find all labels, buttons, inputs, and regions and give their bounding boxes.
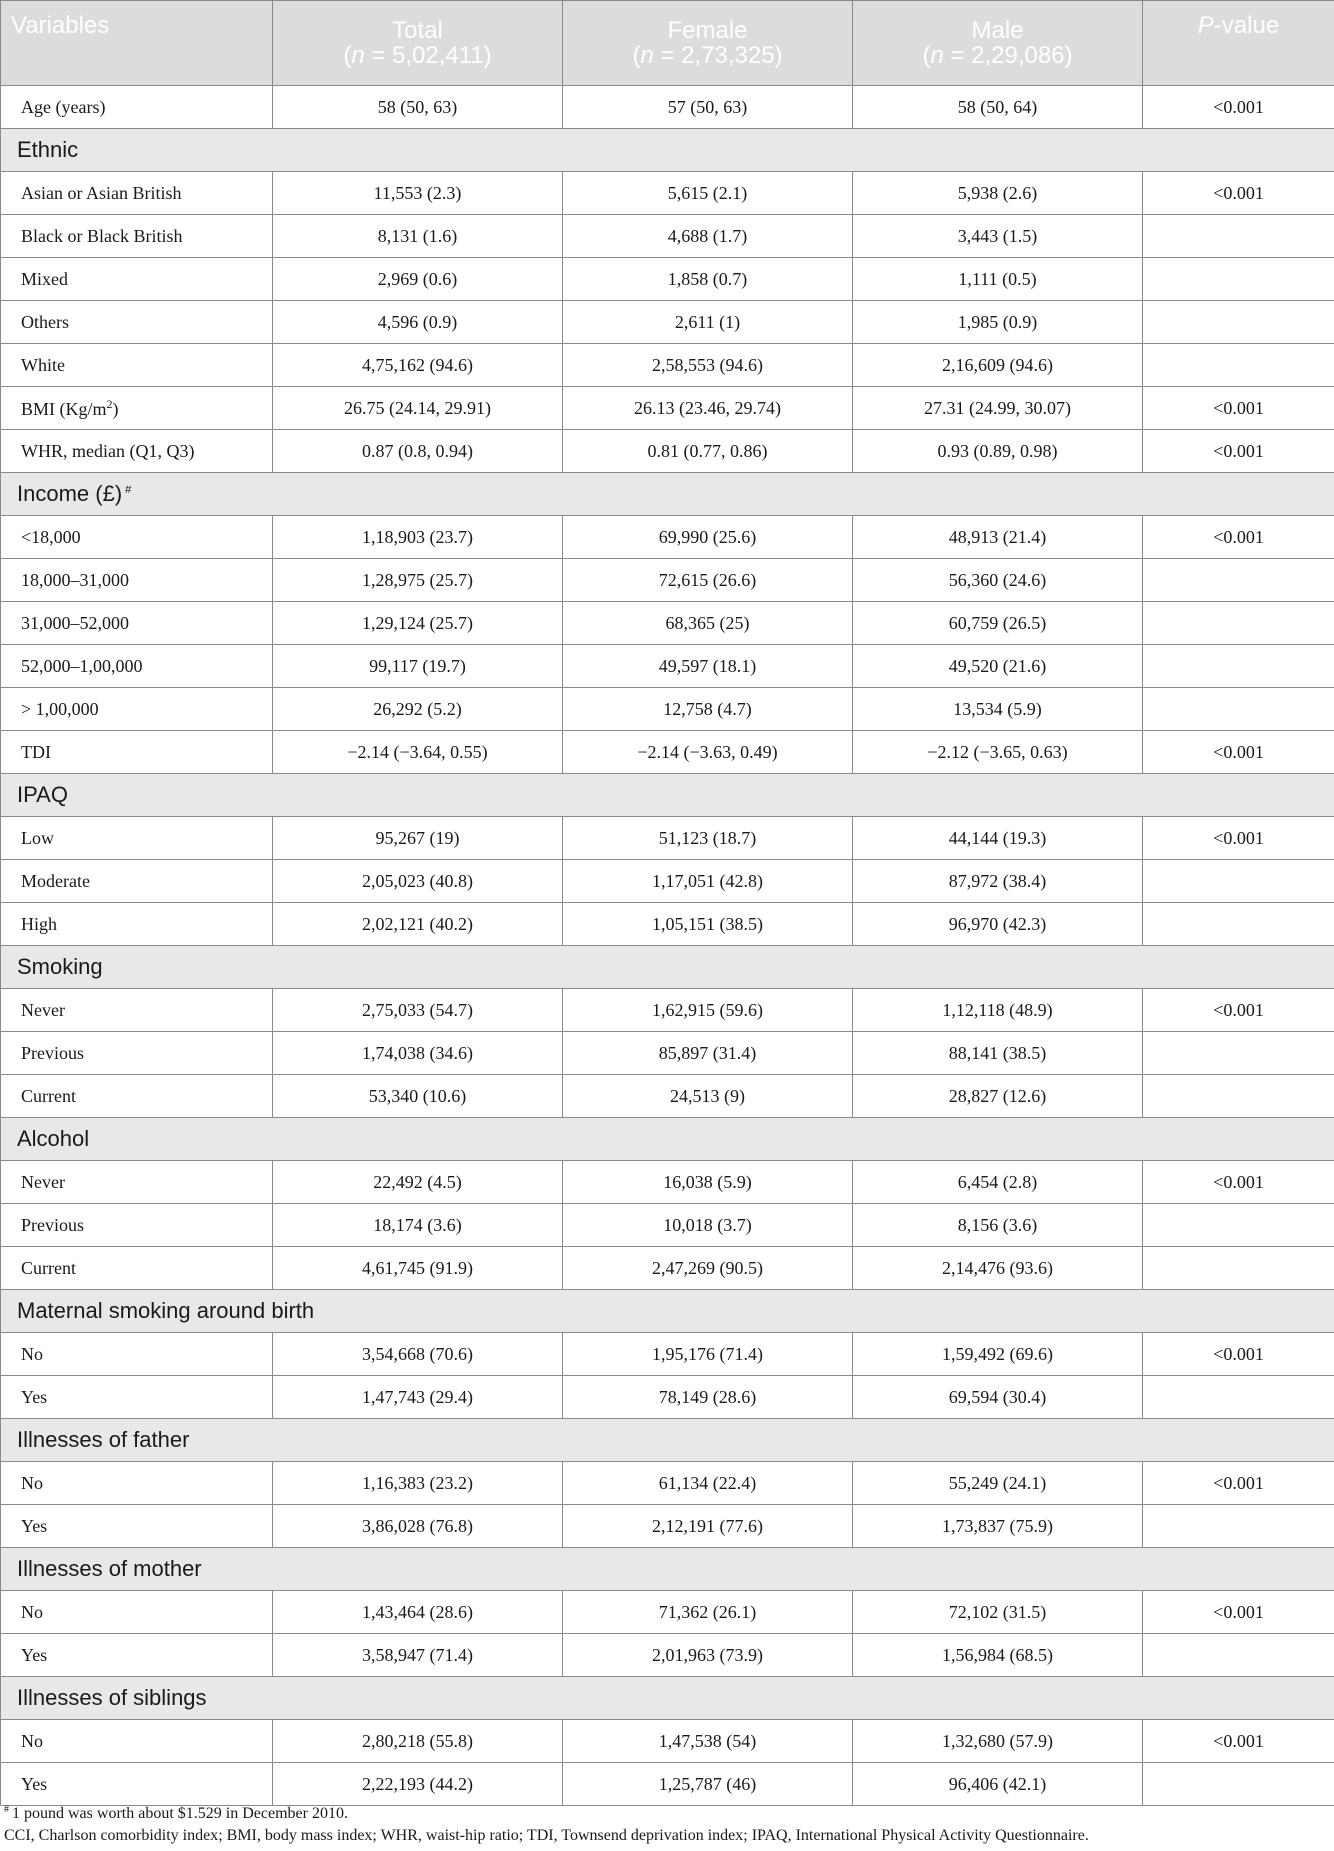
row-label: No (1, 1333, 273, 1376)
cell-total: −2.14 (−3.64, 0.55) (273, 731, 563, 774)
row-label: Yes (1, 1505, 273, 1548)
cell-male: 58 (50, 64) (853, 86, 1143, 129)
section-row (1, 1118, 1334, 1161)
table-row (1, 645, 1334, 688)
cell-male: 1,32,680 (57.9) (853, 1720, 1143, 1763)
cell-female: 61,134 (22.4) (563, 1462, 853, 1505)
cell-male: 96,406 (42.1) (853, 1763, 1143, 1806)
row-label: 18,000–31,000 (1, 559, 273, 602)
table-row (1, 86, 1334, 129)
cell-pvalue (1143, 903, 1334, 946)
row-label: 31,000–52,000 (1, 602, 273, 645)
cell-total: 99,117 (19.7) (273, 645, 563, 688)
cell-male: 8,156 (3.6) (853, 1204, 1143, 1247)
cell-pvalue (1143, 860, 1334, 903)
row-label: Yes (1, 1763, 273, 1806)
cell-male: 6,454 (2.8) (853, 1161, 1143, 1204)
cell-male: 0.93 (0.89, 0.98) (853, 430, 1143, 473)
cell-female: 0.81 (0.77, 0.86) (563, 430, 853, 473)
table-row (1, 559, 1334, 602)
cell-total: 22,492 (4.5) (273, 1161, 563, 1204)
section-label (1, 774, 1334, 817)
section-label-text: IPAQ (17, 782, 68, 807)
table-row (1, 516, 1334, 559)
row-label-part: 2 (106, 396, 113, 411)
cell-female: 12,758 (4.7) (563, 688, 853, 731)
cell-total: 58 (50, 63) (273, 86, 563, 129)
section-label-text: Alcohol (17, 1126, 90, 1151)
row-label: High (1, 903, 273, 946)
cell-pvalue (1143, 602, 1334, 645)
table-row (1, 1505, 1334, 1548)
cell-pvalue: <0.001 (1143, 172, 1334, 215)
table-row (1, 1634, 1334, 1677)
cell-pvalue (1143, 645, 1334, 688)
cell-female: 2,58,553 (94.6) (563, 344, 853, 387)
table-row (1, 903, 1334, 946)
cell-total: 53,340 (10.6) (273, 1075, 563, 1118)
table-row (1, 1720, 1334, 1763)
cell-female: 1,858 (0.7) (563, 258, 853, 301)
cell-total: 95,267 (19) (273, 817, 563, 860)
table-row (1, 1161, 1334, 1204)
cell-male: 5,938 (2.6) (853, 172, 1143, 215)
cell-male: 1,73,837 (75.9) (853, 1505, 1143, 1548)
cell-male: 87,972 (38.4) (853, 860, 1143, 903)
cell-total: 1,29,124 (25.7) (273, 602, 563, 645)
table-row (1, 1333, 1334, 1376)
header-variables: Variables (1, 1, 273, 86)
cell-pvalue (1143, 258, 1334, 301)
cell-male: 49,520 (21.6) (853, 645, 1143, 688)
cell-female: 78,149 (28.6) (563, 1376, 853, 1419)
cell-pvalue: <0.001 (1143, 1161, 1334, 1204)
cell-female: 1,05,151 (38.5) (563, 903, 853, 946)
table-row (1, 258, 1334, 301)
row-label: Never (1, 989, 273, 1032)
cell-pvalue (1143, 1634, 1334, 1677)
cell-female: 5,615 (2.1) (563, 172, 853, 215)
cell-female: 24,513 (9) (563, 1075, 853, 1118)
cell-female: 1,47,538 (54) (563, 1720, 853, 1763)
section-label (1, 1677, 1334, 1720)
cell-total: 1,18,903 (23.7) (273, 516, 563, 559)
cell-total: 1,28,975 (25.7) (273, 559, 563, 602)
cell-male: 55,249 (24.1) (853, 1462, 1143, 1505)
section-label-text: Maternal smoking around birth (17, 1298, 315, 1323)
row-label: Mixed (1, 258, 273, 301)
table-row (1, 1032, 1334, 1075)
row-label: Never (1, 1161, 273, 1204)
cell-male: 96,970 (42.3) (853, 903, 1143, 946)
cell-total: 4,75,162 (94.6) (273, 344, 563, 387)
cell-pvalue: <0.001 (1143, 989, 1334, 1032)
section-row (1, 774, 1334, 817)
table-row (1, 1376, 1334, 1419)
cell-female: −2.14 (−3.63, 0.49) (563, 731, 853, 774)
cell-female: 49,597 (18.1) (563, 645, 853, 688)
cell-male: 1,985 (0.9) (853, 301, 1143, 344)
row-label: > 1,00,000 (1, 688, 273, 731)
cell-total: 11,553 (2.3) (273, 172, 563, 215)
row-label: Yes (1, 1634, 273, 1677)
cell-total: 1,47,743 (29.4) (273, 1376, 563, 1419)
row-label: Age (years) (1, 86, 273, 129)
footnote-currency-text: 1 pound was worth about $1.529 in December 2010. (12, 1805, 348, 1822)
table-body (1, 86, 1334, 1806)
cell-total: 18,174 (3.6) (273, 1204, 563, 1247)
cell-pvalue (1143, 344, 1334, 387)
section-label (1, 946, 1334, 989)
cell-total: 26,292 (5.2) (273, 688, 563, 731)
cell-pvalue (1143, 1376, 1334, 1419)
row-label: 52,000–1,00,000 (1, 645, 273, 688)
cell-male: 28,827 (12.6) (853, 1075, 1143, 1118)
footnote-marker: # (125, 484, 132, 496)
header-male (853, 1, 1143, 86)
cell-female: 85,897 (31.4) (563, 1032, 853, 1075)
cell-pvalue: <0.001 (1143, 1333, 1334, 1376)
cell-female: 71,362 (26.1) (563, 1591, 853, 1634)
cell-male: 13,534 (5.9) (853, 688, 1143, 731)
cell-male: 48,913 (21.4) (853, 516, 1143, 559)
cell-pvalue (1143, 1505, 1334, 1548)
row-label: Current (1, 1247, 273, 1290)
row-label: Yes (1, 1376, 273, 1419)
row-label: Asian or Asian British (1, 172, 273, 215)
section-row (1, 473, 1334, 516)
cell-pvalue (1143, 215, 1334, 258)
cell-pvalue: <0.001 (1143, 731, 1334, 774)
cell-total: 2,969 (0.6) (273, 258, 563, 301)
header-total-n: (n = 5,02,411) (343, 42, 492, 69)
header-female (563, 1, 853, 86)
header-total-label: Total (392, 17, 443, 44)
header-total (273, 1, 563, 86)
footnote-abbreviations: CCI, Charlson comorbidity index; BMI, body mass index; WHR, waist-hip ratio; TDI, Townsend deprivation index; IPAQ, International Physical Activity Questionnaire. (4, 1827, 1089, 1844)
cell-total: 3,86,028 (76.8) (273, 1505, 563, 1548)
table-row (1, 1075, 1334, 1118)
header-female-label: Female (667, 17, 748, 44)
section-label-text: Income (£) (17, 481, 123, 506)
section-label (1, 1118, 1334, 1161)
cell-total: 1,74,038 (34.6) (273, 1032, 563, 1075)
header-female-n: (n = 2,73,325) (632, 42, 783, 69)
cell-female: 1,95,176 (71.4) (563, 1333, 853, 1376)
row-label: Low (1, 817, 273, 860)
table-row (1, 989, 1334, 1032)
cell-male: 1,59,492 (69.6) (853, 1333, 1143, 1376)
header-pvalue: P-value (1143, 1, 1334, 86)
cell-male: −2.12 (−3.65, 0.63) (853, 731, 1143, 774)
cell-total: 4,596 (0.9) (273, 301, 563, 344)
cell-pvalue: <0.001 (1143, 1720, 1334, 1763)
cell-total: 0.87 (0.8, 0.94) (273, 430, 563, 473)
row-label: Current (1, 1075, 273, 1118)
section-label (1, 1290, 1334, 1333)
table-row (1, 301, 1334, 344)
row-label: White (1, 344, 273, 387)
cell-total: 2,75,033 (54.7) (273, 989, 563, 1032)
table-row (1, 1247, 1334, 1290)
cell-pvalue: <0.001 (1143, 817, 1334, 860)
cell-pvalue: <0.001 (1143, 387, 1334, 430)
section-row (1, 1290, 1334, 1333)
cell-pvalue (1143, 559, 1334, 602)
cell-male: 3,443 (1.5) (853, 215, 1143, 258)
table-row (1, 172, 1334, 215)
table-row (1, 860, 1334, 903)
section-label (1, 129, 1334, 172)
cell-male: 69,594 (30.4) (853, 1376, 1143, 1419)
cell-male: 56,360 (24.6) (853, 559, 1143, 602)
row-label: Previous (1, 1204, 273, 1247)
cell-female: 1,25,787 (46) (563, 1763, 853, 1806)
cell-female: 51,123 (18.7) (563, 817, 853, 860)
cell-female: 1,62,915 (59.6) (563, 989, 853, 1032)
table-row (1, 731, 1334, 774)
cell-pvalue: <0.001 (1143, 430, 1334, 473)
section-label (1, 1419, 1334, 1462)
cell-pvalue (1143, 301, 1334, 344)
row-label: Black or Black British (1, 215, 273, 258)
row-label: Moderate (1, 860, 273, 903)
cell-pvalue: <0.001 (1143, 1462, 1334, 1505)
row-label: <18,000 (1, 516, 273, 559)
cell-male: 60,759 (26.5) (853, 602, 1143, 645)
cell-total: 2,22,193 (44.2) (273, 1763, 563, 1806)
cell-total: 1,43,464 (28.6) (273, 1591, 563, 1634)
table-row (1, 1204, 1334, 1247)
header-male-label: Male (971, 17, 1024, 44)
cell-female: 69,990 (25.6) (563, 516, 853, 559)
cell-pvalue (1143, 1032, 1334, 1075)
cell-female: 57 (50, 63) (563, 86, 853, 129)
section-row (1, 1677, 1334, 1720)
cell-pvalue (1143, 1075, 1334, 1118)
footnotes (0, 1797, 1334, 1849)
section-label (1, 473, 1334, 516)
table-row (1, 215, 1334, 258)
cell-total: 3,58,947 (71.4) (273, 1634, 563, 1677)
cell-female: 10,018 (3.7) (563, 1204, 853, 1247)
cell-pvalue: <0.001 (1143, 1591, 1334, 1634)
row-label: WHR, median (Q1, Q3) (1, 430, 273, 473)
cell-total: 3,54,668 (70.6) (273, 1333, 563, 1376)
table-row (1, 602, 1334, 645)
table-row (1, 344, 1334, 387)
cell-pvalue (1143, 1247, 1334, 1290)
footnote-mark: # (4, 1804, 9, 1815)
row-label: No (1, 1720, 273, 1763)
footnote-currency (0, 1797, 1334, 1823)
cell-total: 1,16,383 (23.2) (273, 1462, 563, 1505)
header-row (1, 1, 1334, 86)
section-row (1, 1419, 1334, 1462)
cell-pvalue: <0.001 (1143, 516, 1334, 559)
cell-pvalue: <0.001 (1143, 86, 1334, 129)
table-row (1, 387, 1334, 430)
cell-female: 2,12,191 (77.6) (563, 1505, 853, 1548)
cell-female: 2,01,963 (73.9) (563, 1634, 853, 1677)
section-label-text: Illnesses of father (17, 1427, 190, 1452)
section-label-text: Illnesses of siblings (17, 1685, 207, 1710)
cell-total: 2,05,023 (40.8) (273, 860, 563, 903)
cell-male: 2,16,609 (94.6) (853, 344, 1143, 387)
row-label: No (1, 1591, 273, 1634)
cell-pvalue (1143, 1204, 1334, 1247)
section-row (1, 129, 1334, 172)
row-label: TDI (1, 731, 273, 774)
cell-female: 1,17,051 (42.8) (563, 860, 853, 903)
cell-female: 68,365 (25) (563, 602, 853, 645)
cell-male: 27.31 (24.99, 30.07) (853, 387, 1143, 430)
cell-total: 2,80,218 (55.8) (273, 1720, 563, 1763)
cell-male: 44,144 (19.3) (853, 817, 1143, 860)
cell-female: 26.13 (23.46, 29.74) (563, 387, 853, 430)
cell-male: 1,12,118 (48.9) (853, 989, 1143, 1032)
cell-female: 72,615 (26.6) (563, 559, 853, 602)
row-label (1, 387, 273, 430)
cell-pvalue (1143, 688, 1334, 731)
section-row (1, 1548, 1334, 1591)
cell-female: 2,611 (1) (563, 301, 853, 344)
cell-female: 16,038 (5.9) (563, 1161, 853, 1204)
cell-male: 88,141 (38.5) (853, 1032, 1143, 1075)
row-label-part: BMI (Kg/m (21, 398, 107, 419)
cell-total: 2,02,121 (40.2) (273, 903, 563, 946)
cell-male: 1,111 (0.5) (853, 258, 1143, 301)
cell-male: 72,102 (31.5) (853, 1591, 1143, 1634)
table-row (1, 1462, 1334, 1505)
row-label: No (1, 1462, 273, 1505)
section-label-text: Smoking (17, 954, 103, 979)
section-label-text: Illnesses of mother (17, 1556, 202, 1581)
row-label: Others (1, 301, 273, 344)
table-row (1, 817, 1334, 860)
table-row (1, 688, 1334, 731)
header-male-n: (n = 2,29,086) (922, 42, 1073, 69)
table-row (1, 1591, 1334, 1634)
cell-female: 4,688 (1.7) (563, 215, 853, 258)
section-label-text: Ethnic (17, 137, 79, 162)
cell-total: 8,131 (1.6) (273, 215, 563, 258)
cell-male: 2,14,476 (93.6) (853, 1247, 1143, 1290)
section-row (1, 946, 1334, 989)
cell-total: 26.75 (24.14, 29.91) (273, 387, 563, 430)
row-label-part: ) (112, 398, 119, 419)
cell-male: 1,56,984 (68.5) (853, 1634, 1143, 1677)
row-label: Previous (1, 1032, 273, 1075)
section-label (1, 1548, 1334, 1591)
table-row (1, 430, 1334, 473)
cell-female: 2,47,269 (90.5) (563, 1247, 853, 1290)
cell-total: 4,61,745 (91.9) (273, 1247, 563, 1290)
